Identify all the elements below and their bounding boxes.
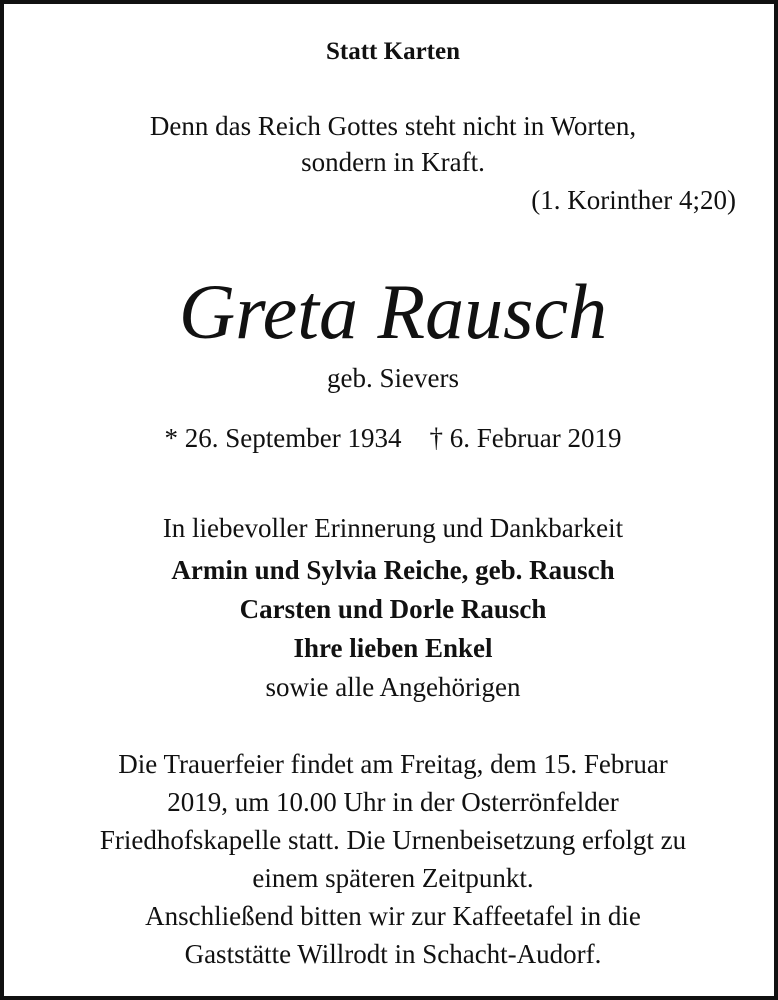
deceased-name: Greta Rausch [178,268,608,355]
maiden-name: geb. Sievers [327,363,459,393]
mourner-name: Ihre lieben Enkel [293,633,493,663]
bible-verse-line: sondern in Kraft. [301,147,485,177]
bible-verse-reference: (1. Korinther 4;20) [531,185,736,215]
bible-verse-line: Denn das Reich Gottes steht nicht in Worten, [149,111,637,141]
service-info-line: 2019, um 10.00 Uhr in der Osterrönfelder [167,787,619,817]
service-info-line: Die Trauerfeier findet am Freitag, dem 15. Februar [118,749,668,779]
birth-date: * 26. September 1934 [164,423,402,453]
life-dates [4,422,778,454]
death-date: † 6. Februar 2019 [429,423,622,453]
service-info-line: Gaststätte Willrodt in Schacht-Audorf. [184,939,602,969]
notice-header: Statt Karten [326,38,460,65]
mourner-name: Carsten und Dorle Rausch [239,594,547,624]
mourner-name: Armin und Sylvia Reiche, geb. Rausch [171,555,615,585]
remembrance-line: In liebevoller Erinnerung und Dankbarkeit [162,513,624,543]
service-info-line: Anschließend bitten wir zur Kaffeetafel in die [145,901,641,931]
relatives-line: sowie alle Angehörigen [265,672,521,702]
service-info-line: einem späteren Zeitpunkt. [252,863,534,893]
service-info-line: Friedhofskapelle statt. Die Urnenbeisetzung erfolgt zu [99,825,687,855]
